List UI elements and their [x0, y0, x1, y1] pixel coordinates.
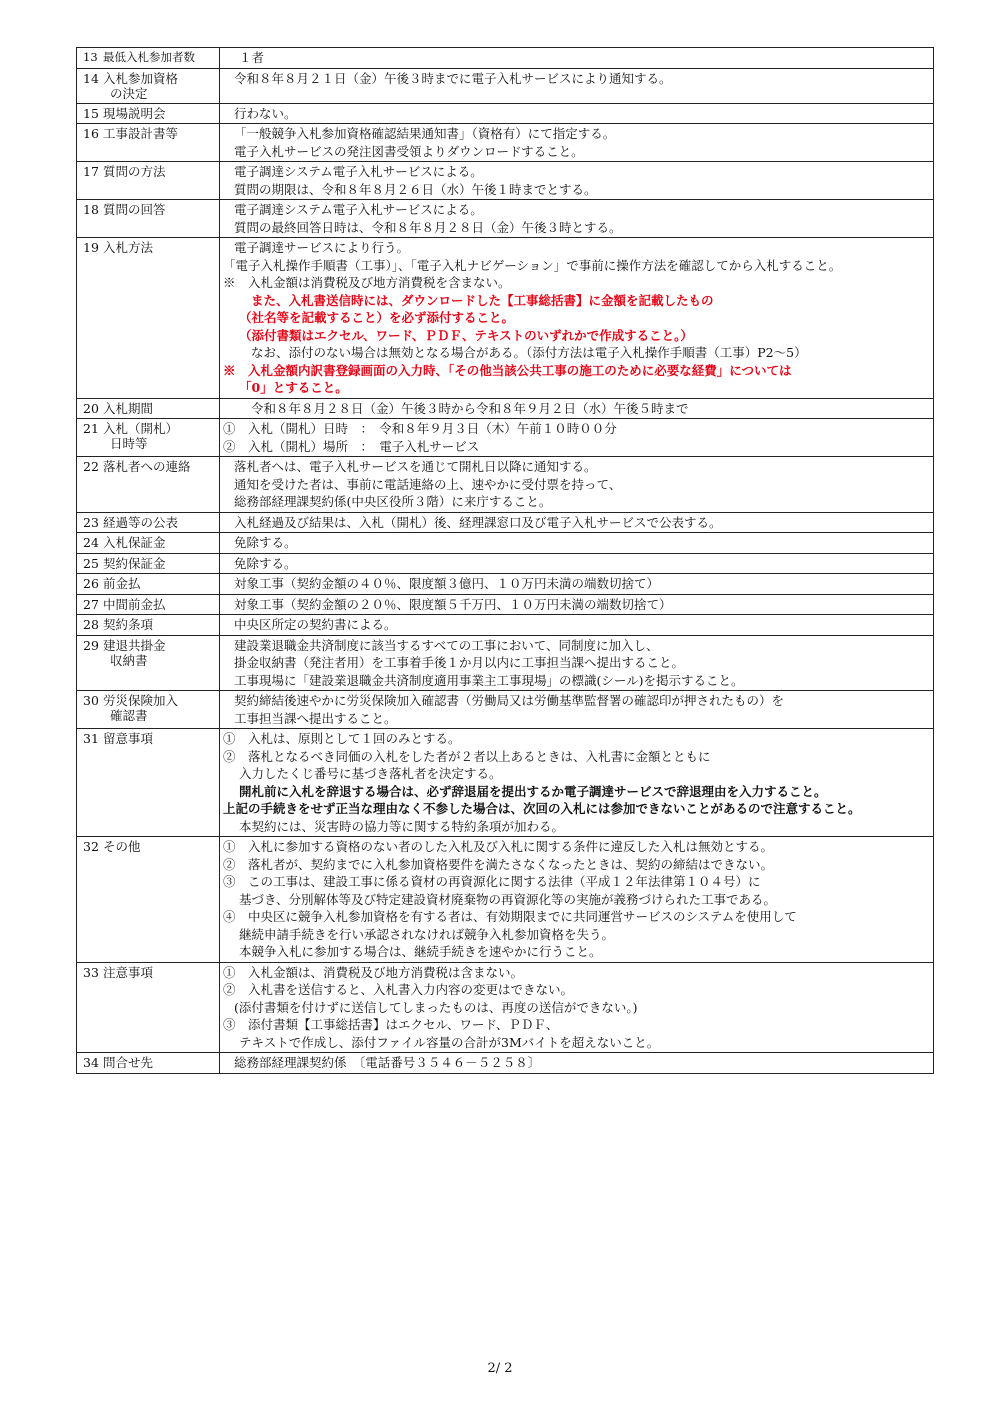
content-line: 本契約には、災害時の協力等に関する特約条項が加わる。 — [239, 818, 565, 834]
content-line: ① 入札金額は、消費税及び地方消費税は含まない。 — [223, 964, 524, 980]
row-label-text: 質問の方法 — [103, 164, 166, 179]
row-label — [77, 162, 220, 200]
content-line: 免除する。 — [234, 535, 297, 550]
row-label-text: 契約保証金 — [103, 555, 166, 571]
row-content — [220, 962, 934, 1053]
row-content — [220, 594, 934, 615]
content-line: 行わない。 — [234, 105, 297, 121]
spec-row-20 — [77, 398, 934, 419]
row-label-text: 工事設計書等 — [103, 126, 179, 141]
spec-row-18 — [77, 200, 934, 238]
row-label — [77, 574, 220, 595]
row-number: 27 — [83, 596, 99, 612]
content-line: ④ 中央区に競争入札参加資格を有する者は、有効期限までに共同運営サービスのシステムを使用して — [223, 909, 797, 924]
content-line: ② 入札（開札）場所 ： 電子入札サービス — [223, 438, 480, 454]
content-line: 対象工事（契約金額の２０％、限度額５千万円、１０万円未満の端数切捨て） — [234, 596, 672, 612]
content-line: 「一般競争入札参加資格確認結果通知書」（資格有）にて指定する。 — [234, 126, 616, 141]
row-content — [220, 103, 934, 124]
row-content — [220, 68, 934, 103]
content-line: 工事現場に「建設業退職金共済制度適用事業主工事現場」の標識(シール)を掲示すること。 — [234, 672, 744, 688]
row-number: 20 — [83, 400, 99, 416]
content-line: 電子調達システム電子入札サービスによる。 — [234, 164, 483, 179]
row-label-text: 入札期間 — [103, 400, 154, 416]
row-label — [77, 103, 220, 124]
row-number: 17 — [83, 164, 99, 179]
row-label — [77, 635, 220, 691]
spec-row-15 — [77, 103, 934, 124]
content-line: ※ 入札金額は消費税及び地方消費税を含まない。 — [223, 275, 511, 290]
row-label-text: 質問の回答 — [103, 202, 166, 217]
row-label-text: の決定 — [110, 85, 148, 101]
row-content — [220, 398, 934, 419]
spec-row-27 — [77, 594, 934, 615]
row-number: 29 — [83, 637, 99, 653]
spec-row-28 — [77, 615, 934, 636]
row-label — [77, 837, 220, 963]
row-label-text: その他 — [103, 839, 141, 854]
row-content — [220, 615, 934, 636]
row-number: 32 — [83, 839, 99, 854]
row-content — [220, 200, 934, 238]
content-line: 総務部経理課契約係 〔電話番号３５４６－５２５８〕 — [234, 1055, 541, 1070]
content-line: なお、添付のない場合は無効となる場合がある。（添付方法は電子入札操作手順書（工事）P2～5） — [251, 345, 807, 360]
row-label-text: 労災保険加入 — [103, 693, 179, 708]
spec-row-16 — [77, 124, 934, 162]
content-line: ② 落札となるべき同価の入札をした者が２者以上あるときは、入札書に金額とともに — [223, 748, 711, 764]
spec-row-32 — [77, 837, 934, 963]
spec-row-17 — [77, 162, 934, 200]
row-number: 28 — [83, 617, 99, 632]
row-content — [220, 635, 934, 691]
content-line: 工事担当課へ提出すること。 — [234, 710, 397, 726]
row-number: 14 — [83, 70, 99, 86]
spec-row-26 — [77, 574, 934, 595]
row-number: 19 — [83, 240, 99, 255]
row-label — [77, 615, 220, 636]
row-label — [77, 533, 220, 554]
content-line: 「電子入札操作手順書（工事）」、「電子入札ナビゲーション」で事前に操作方法を確認してから入札すること。 — [223, 257, 842, 273]
row-label-text: 留意事項 — [103, 731, 154, 746]
row-label-text: 落札者への連絡 — [103, 459, 191, 474]
content-line: ② 入札書を送信すると、入札書入力内容の変更はできない。 — [223, 982, 574, 997]
row-label — [77, 594, 220, 615]
content-line: 入札経過及び結果は、入札（開札）後、経理課窓口及び電子入札サービスで公表する。 — [234, 514, 722, 530]
content-line: 中央区所定の契約書による。 — [234, 617, 397, 632]
row-label-text: 前金払 — [103, 576, 141, 591]
spec-row-31 — [77, 729, 934, 837]
content-line: 電子調達システム電子入札サービスによる。 — [234, 202, 483, 217]
content-line: 令和８年８月２８日（金）午後３時から令和８年９月２日（水）午後５時まで — [251, 400, 689, 416]
row-content — [220, 162, 934, 200]
content-line: 電子調達サービスにより行う。 — [234, 240, 410, 255]
content-line: テキストで作成し、添付ファイル容量の合計が3Mバイトを超えないこと。 — [239, 1034, 660, 1050]
page-number: 2/ 2 — [487, 1361, 513, 1376]
row-number: 21 — [83, 421, 99, 436]
content-line: （添付書類はエクセル、ワード、ＰＤＦ、テキストのいずれかで作成すること。） — [239, 327, 693, 343]
row-label-text: 入札方法 — [103, 240, 154, 255]
content-line: ② 落札者が、契約までに入札参加資格要件を満たさなくなったときは、契約の締結はできない。 — [223, 856, 774, 872]
spec-row-30 — [77, 691, 934, 729]
content-line: また、入札書送信時には、ダウンロードした【工事総括書】に金額を記載したもの — [251, 292, 714, 308]
content-line: ① 入札（開札）日時 ： 令和８年９月３日（木）午前１０時００分 — [223, 421, 617, 436]
content-line: 総務部経理課契約係(中央区役所３階）に来庁すること。 — [234, 494, 552, 509]
row-content — [220, 691, 934, 729]
row-label — [77, 238, 220, 399]
content-line: 基づき、分別解体等及び特定建設資材廃棄物の再資源化等の実施が義務づけられた工事である。 — [239, 891, 777, 907]
row-content — [220, 837, 934, 963]
content-line: ③ この工事は、建設工事に係る資材の再資源化に関する法律（平成１２年法律第１０４号）に — [223, 874, 761, 889]
row-label-text: 確認書 — [110, 708, 148, 723]
content-line: 入力したくじ番号に基づき落札者を決定する。 — [239, 766, 502, 781]
row-content — [220, 574, 934, 595]
row-label — [77, 457, 220, 513]
content-line: (添付書類を付けずに送信してしまったものは、再度の送信ができない。) — [234, 999, 638, 1015]
bid-spec-table — [76, 47, 934, 1074]
row-number: 30 — [83, 693, 99, 708]
row-label — [77, 68, 220, 103]
row-label — [77, 419, 220, 457]
row-label-text: 注意事項 — [103, 964, 154, 980]
row-label — [77, 200, 220, 238]
row-label-text: 契約条項 — [103, 617, 154, 632]
row-content — [220, 729, 934, 837]
content-line: ※ 入札金額内訳書登録画面の入力時、「その他当該公共工事の施工のために必要な経費」については — [223, 362, 792, 378]
row-label — [77, 691, 220, 729]
content-line: 質問の期限は、令和８年８月２６日（水）午後１時までとする。 — [234, 181, 597, 197]
row-label — [77, 553, 220, 574]
row-content — [220, 124, 934, 162]
row-label — [77, 398, 220, 419]
row-label-text: 中間前金払 — [103, 596, 166, 612]
row-content — [220, 48, 934, 69]
content-line: 継続申請手続きを行い承認されなければ競争入札参加資格を失う。 — [239, 926, 615, 942]
spec-row-14 — [77, 68, 934, 103]
content-line: 質問の最終回答日時は、令和８年８月２８日（金）午後３時とする。 — [234, 219, 622, 235]
row-number: 18 — [83, 202, 99, 217]
spec-row-34 — [77, 1053, 934, 1074]
content-line: 落札者へは、電子入札サービスを通じて開札日以降に通知する。 — [234, 459, 597, 474]
content-line: 本競争入札に参加する場合は、継続手続きを速やかに行うこと。 — [239, 944, 602, 959]
content-line: １者 — [239, 50, 265, 65]
row-number: 31 — [83, 731, 99, 746]
spec-row-19 — [77, 238, 934, 399]
row-number: 34 — [83, 1055, 99, 1070]
row-label-text: 入札（開札） — [103, 421, 179, 436]
row-content — [220, 457, 934, 513]
row-label — [77, 48, 220, 69]
row-content — [220, 1053, 934, 1074]
row-label-text: 建退共掛金 — [103, 637, 166, 653]
content-line: ① 入札は、原則として１回のみとする。 — [223, 731, 461, 746]
row-label — [77, 512, 220, 533]
spec-row-23 — [77, 512, 934, 533]
spec-row-22 — [77, 457, 934, 513]
row-number: 25 — [83, 555, 99, 571]
row-number: 23 — [83, 514, 99, 530]
spec-row-29 — [77, 635, 934, 691]
content-line: 掛金収納書（発注者用）を工事着手後１か月以内に工事担当課へ提出すること。 — [234, 655, 685, 670]
content-line: 「0」とすること。 — [239, 380, 348, 395]
row-label-text: 現場説明会 — [103, 105, 166, 121]
content-line: 契約締結後速やかに労災保険加入確認書（労働局又は労働基準監督署の確認印が押されたもの）を — [234, 693, 785, 708]
spec-row-24 — [77, 533, 934, 554]
row-label-text: 最低入札参加者数 — [103, 50, 195, 64]
row-content — [220, 512, 934, 533]
content-line: 建設業退職金共済制度に該当するすべての工事において、同制度に加入し、 — [234, 637, 659, 653]
content-line: 開札前に入札を辞退する場合は、必ず辞退届を提出するか電子調達サービスで辞退理由を入力すること。 — [239, 783, 827, 799]
spec-row-21 — [77, 419, 934, 457]
row-label — [77, 1053, 220, 1074]
content-line: 通知を受けた者は、事前に電話連絡の上、速やかに受付票を持って、 — [234, 476, 622, 492]
content-line: 令和８年８月２１日（金）午後３時までに電子入札サービスにより通知する。 — [234, 70, 672, 86]
row-label — [77, 124, 220, 162]
row-number: 26 — [83, 576, 99, 591]
row-label — [77, 962, 220, 1053]
content-line: 電子入札サービスの発注図書受領よりダウンロードすること。 — [234, 143, 584, 159]
content-line: 上記の手続きをせず正当な理由なく不参した場合は、次回の入札には参加できないことがあるので注意すること。 — [223, 801, 861, 816]
row-label-text: 収納書 — [110, 652, 148, 668]
content-line: ③ 添付書類【工事総括書】はエクセル、ワード、ＰＤＦ、 — [223, 1017, 559, 1032]
spec-row-25 — [77, 553, 934, 574]
row-label — [77, 729, 220, 837]
row-content — [220, 419, 934, 457]
content-line: （社名等を記載すること）を必ず添付すること。 — [239, 310, 515, 325]
row-content — [220, 533, 934, 554]
row-label-text: 経過等の公表 — [103, 514, 179, 530]
row-number: 33 — [83, 964, 99, 980]
row-label-text: 問合せ先 — [103, 1055, 154, 1070]
row-number: 15 — [83, 105, 99, 121]
spec-row-13 — [77, 48, 934, 69]
row-number: 24 — [83, 535, 99, 550]
row-content — [220, 553, 934, 574]
content-line: 対象工事（契約金額の４０％、限度額３億円、１０万円未満の端数切捨て） — [234, 576, 660, 591]
row-content — [220, 238, 934, 399]
row-number: 13 — [83, 50, 98, 64]
row-label-text: 日時等 — [110, 436, 148, 451]
row-number: 22 — [83, 459, 99, 474]
content-line: 免除する。 — [234, 555, 297, 571]
row-label-text: 入札保証金 — [103, 535, 166, 550]
row-number: 16 — [83, 126, 99, 141]
spec-row-33 — [77, 962, 934, 1053]
spec-rows — [77, 48, 934, 1074]
row-label-text: 入札参加資格 — [103, 70, 179, 86]
content-line: ① 入札に参加する資格のない者のした入札及び入札に関する条件に違反した入札は無効とする。 — [223, 839, 774, 854]
